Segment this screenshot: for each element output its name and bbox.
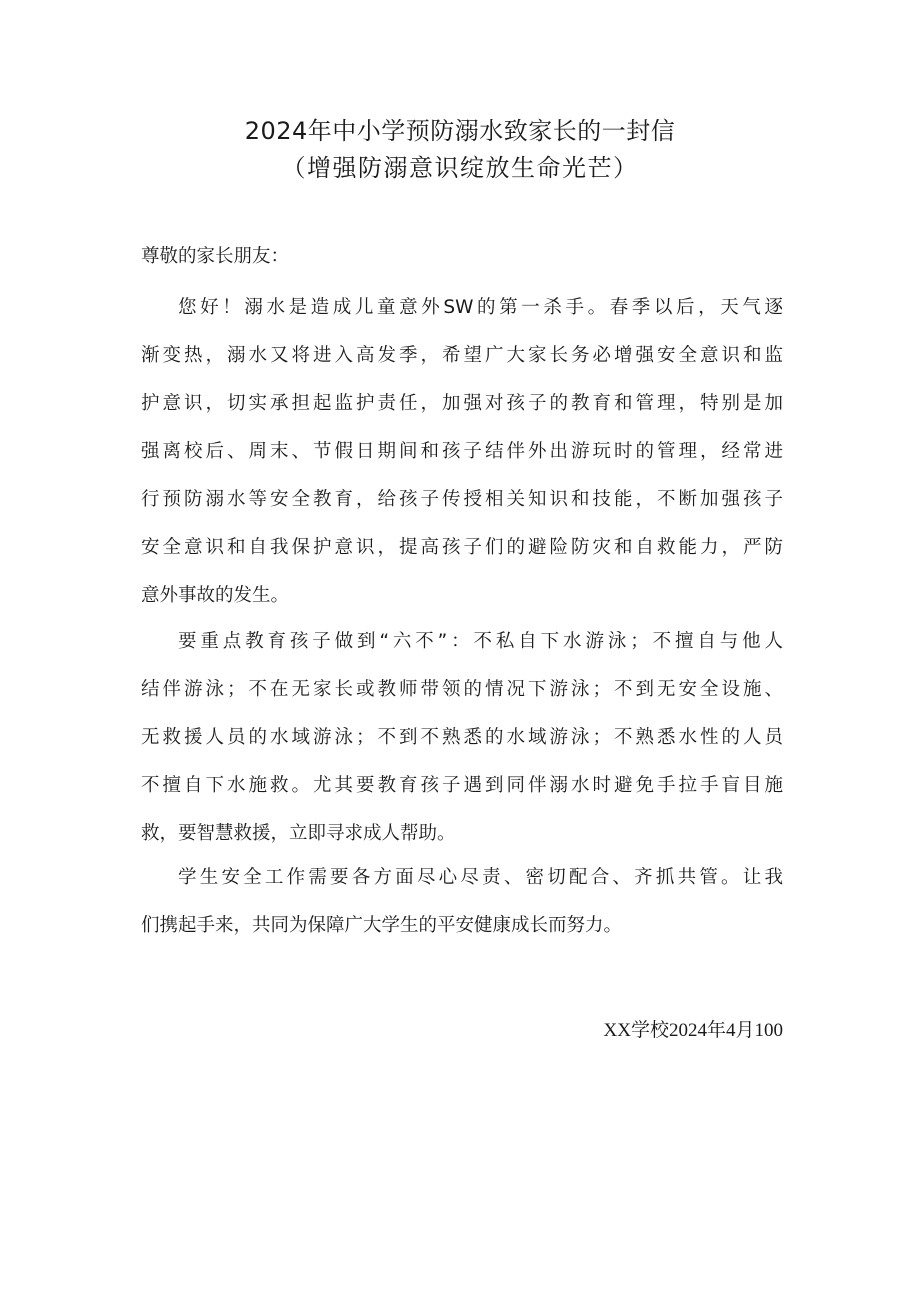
letter-title: 2024年中小学预防溺水致家长的一封信 [244,117,676,145]
paragraph-closing [141,854,783,950]
paragraph-line: 安全意识和自我保护意识，提高孩子们的避险防灾和自救能力，严防 [141,537,783,558]
paragraph-line: 您好！溺水是造成儿童意外SW的第一杀手。春季以后，天气逐 [178,297,783,318]
salutation: 尊敬的家长朋友： [141,246,290,267]
paragraph-line: 不擅自下水施救。尤其要教育孩子遇到同伴溺水时避免手拉手盲目施 [141,775,783,796]
paragraph-line: 强离校后、周末、节假日期间和孩子结伴外出游玩时的管理，经常进 [141,441,783,462]
paragraph-line: 无救援人员的水域游泳；不到不熟悉的水域游泳；不熟悉水性的人员 [141,727,783,748]
letter-subtitle: （增强防溺意识绽放生命光芒） [281,154,639,182]
paragraph-line: 学生安全工作需要各方面尽心尽责、密切配合、齐抓共管。让我 [178,867,783,888]
paragraph-line: 行预防溺水等安全教育，给孩子传授相关知识和技能，不断加强孩子 [141,489,783,510]
paragraph-line: 们携起手来，共同为保障广大学生的平安健康成长而努力。 [141,915,623,936]
paragraph-line: 意外事故的发生。 [141,585,290,606]
signature: XX学校2024年4月100 [603,1020,783,1041]
paragraph-greeting [141,284,783,620]
paragraph-line: 救，要智慧救援，立即寻求成人帮助。 [141,823,456,844]
paragraph-line: 结伴游泳；不在无家长或教师带领的情况下游泳；不到无安全设施、 [141,679,783,700]
paragraph-line: 要重点教育孩子做到“六不”：不私自下水游泳；不擅自与他人 [178,631,783,652]
paragraph-line: 护意识，切实承担起监护责任，加强对孩子的教育和管理，特别是加 [141,393,783,414]
paragraph-six-rules [141,618,783,858]
paragraph-line: 渐变热，溺水又将进入高发季，希望广大家长务必增强安全意识和监 [141,345,783,366]
